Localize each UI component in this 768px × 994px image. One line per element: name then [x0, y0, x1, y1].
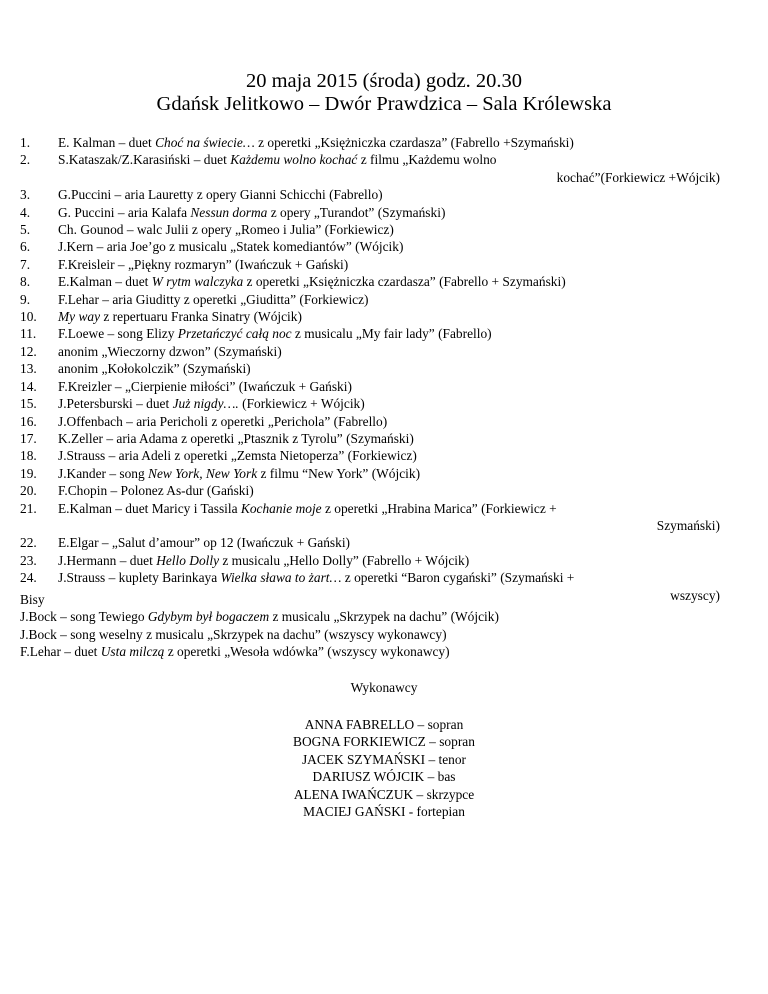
program-item-number: 11.	[20, 326, 37, 342]
text-segment: G.Puccini – aria Lauretty z opery Gianni Schicchi (Fabrello)	[58, 187, 383, 203]
work-title-italic: Wielka sława to żart…	[220, 570, 342, 586]
performers-title: Wykonawcy	[350, 680, 418, 695]
text-segment: J.Bock – song Tewiego	[20, 609, 148, 625]
program-item	[20, 221, 720, 238]
work-title-italic: W rytm walczyka	[151, 274, 244, 290]
text-segment: z musicalu „Hello Dolly” (Fabrello + Wójcik)	[219, 552, 470, 568]
text-segment: J.Strauss – kuplety Barinkaya	[58, 570, 221, 586]
program-item	[20, 447, 720, 464]
work-title-italic: New York, New York	[148, 465, 258, 481]
work-title-italic: My way	[58, 309, 101, 325]
program-item	[20, 395, 720, 412]
program-list	[20, 134, 720, 604]
text-segment: z musicalu „My fair lady” (Fabrello)	[291, 326, 492, 342]
text-segment: z repertuaru Franka Sinatry (Wójcik)	[100, 309, 302, 325]
program-item-number: 24.	[20, 570, 37, 586]
text-segment: z operetki “Baron cygański” (Szymański +	[341, 570, 575, 586]
text-segment: z operetki „Księżniczka czardasza” (Fabrello +Szymański)	[254, 135, 574, 150]
program-item	[20, 534, 720, 551]
work-title-italic: Już nigdy….	[172, 396, 239, 412]
performer-entry: BOGNA FORKIEWICZ – sopran	[293, 734, 475, 750]
encore-item	[20, 608, 720, 625]
program-item	[20, 500, 720, 535]
text-segment: G. Puccini – aria Kalafa	[58, 204, 191, 220]
text-segment: F.Kreisleir – „Piękny rozmaryn” (Iwańczuk + Gański)	[58, 256, 349, 272]
text-segment: (Forkiewicz + Wójcik)	[238, 396, 365, 412]
program-item-number: 21.	[20, 500, 37, 516]
text-segment: F.Loewe – song Elizy	[58, 326, 178, 342]
program-item	[20, 308, 720, 325]
text-segment: J.Strauss – aria Adeli z operetki „Zemsta Nietoperza” (Forkiewicz)	[58, 448, 417, 464]
work-title-italic: Choć na świecie…	[155, 135, 255, 150]
program-item	[20, 291, 720, 308]
program-item-continuation: wszyscy)	[670, 587, 720, 603]
program-item-number: 17.	[20, 430, 37, 446]
program-item-number: 18.	[20, 448, 37, 464]
program-item	[20, 413, 720, 430]
performer-entry: DARIUSZ WÓJCIK – bas	[312, 769, 456, 785]
program-item	[20, 482, 720, 499]
text-segment: F.Kreizler – „Cierpienie miłości” (Iwańczuk + Gański)	[58, 378, 352, 394]
program-item-continuation: kochać”(Forkiewicz +Wójcik)	[556, 169, 720, 185]
performer-entry: ALENA IWAŃCZUK – skrzypce	[293, 786, 475, 802]
program-item	[20, 204, 720, 221]
program-item-number: 10.	[20, 309, 37, 325]
text-segment: z operetki „Hrabina Marica” (Forkiewicz +	[321, 500, 557, 516]
program-item	[20, 552, 720, 569]
program-item	[20, 186, 720, 203]
text-segment: z filmu “New York” (Wójcik)	[257, 465, 421, 481]
text-segment: J.Bock – song weselny z musicalu „Skrzypek na dachu” (wszyscy wykonawcy)	[20, 626, 447, 642]
program-item-number: 14.	[20, 378, 37, 394]
program-item-number: 15.	[20, 396, 37, 412]
program-item-number: 7.	[20, 256, 31, 272]
text-segment: z opery „Turandot” (Szymański)	[267, 204, 446, 220]
program-item-number: 2.	[20, 152, 31, 168]
work-title-italic: Usta milczą	[100, 644, 165, 660]
performer-entry: JACEK SZYMAŃSKI – tenor	[301, 751, 467, 767]
work-title-italic: Każdemu wolno kochać	[230, 152, 358, 168]
work-title-italic: Gdybym był bogaczem	[147, 609, 270, 625]
text-segment: S.Kataszak/Z.Karasiński – duet	[58, 152, 231, 168]
concert-venue-title: Gdańsk Jelitkowo – Dwór Prawdzica – Sala Królewska	[156, 93, 612, 115]
encores-section	[20, 591, 720, 661]
text-segment: E.Elgar – „Salut d’amour” op 12 (Iwańczuk + Gański)	[58, 535, 351, 551]
text-segment: J.Petersburski – duet	[58, 396, 173, 412]
performer-entry: MACIEJ GAŃSKI - fortepian	[303, 804, 465, 820]
work-title-italic: Przetańczyć całą noc	[177, 326, 292, 342]
text-segment: Ch. Gounod – walc Julii z opery „Romeo i Julia” (Forkiewicz)	[58, 222, 394, 238]
program-item-number: 20.	[20, 483, 37, 499]
performer-entry: ANNA FABRELLO – sopran	[304, 717, 464, 732]
work-title-italic: Kochanie moje	[240, 500, 322, 516]
text-segment: J.Kander – song	[58, 465, 149, 481]
text-segment: K.Zeller – aria Adama z operetki „Ptasznik z Tyrolu” (Szymański)	[58, 430, 414, 446]
text-segment: J.Kern – aria Joe’go z musicalu „Statek komediantów” (Wójcik)	[58, 239, 404, 255]
text-segment: anonim „Wieczorny dzwon” (Szymański)	[58, 343, 282, 359]
program-item-number: 3.	[20, 187, 31, 203]
program-item	[20, 256, 720, 273]
text-segment: E. Kalman – duet	[58, 135, 156, 150]
program-item-number: 6.	[20, 239, 31, 255]
program-item	[20, 465, 720, 482]
program-item	[20, 134, 720, 151]
text-segment: J.Offenbach – aria Pericholi z operetki „Perichola” (Fabrello)	[58, 413, 388, 429]
work-title-italic: Hello Dolly	[156, 552, 220, 568]
text-segment: z filmu „Każdemu wolno	[357, 152, 497, 168]
encores-title: Bisy	[20, 592, 45, 607]
text-segment: F.Chopin – Polonez As-dur (Gański)	[58, 483, 254, 499]
program-item-number: 12.	[20, 343, 37, 359]
program-item-number: 1.	[20, 135, 31, 150]
program-item-number: 8.	[20, 274, 31, 290]
program-item	[20, 325, 720, 342]
program-item	[20, 238, 720, 255]
program-item-number: 23.	[20, 552, 37, 568]
program-item	[20, 378, 720, 395]
program-item-number: 13.	[20, 361, 37, 377]
program-item-number: 16.	[20, 413, 37, 429]
concert-date-title: 20 maja 2015 (środa) godz. 20.30	[245, 70, 523, 92]
program-item	[20, 430, 720, 447]
encore-item	[20, 626, 720, 643]
performers-list	[0, 716, 768, 820]
text-segment: F.Lehar – aria Giuditty z operetki „Giuditta” (Forkiewicz)	[58, 291, 369, 307]
text-segment: E.Kalman – duet Maricy i Tassila	[58, 500, 241, 516]
text-segment: J.Hermann – duet	[58, 552, 157, 568]
program-item	[20, 360, 720, 377]
text-segment: z musicalu „Skrzypek na dachu” (Wójcik)	[269, 609, 499, 625]
encore-item	[20, 643, 720, 660]
program-item	[20, 273, 720, 290]
program-item	[20, 343, 720, 360]
text-segment: z operetki „Księżniczka czardasza” (Fabrello + Szymański)	[243, 274, 566, 290]
program-item-continuation: Szymański)	[656, 517, 720, 533]
program-item-number: 9.	[20, 291, 31, 307]
text-segment: anonim „Kołokolczik” (Szymański)	[58, 361, 251, 377]
text-segment: F.Lehar – duet	[20, 644, 101, 660]
program-item	[20, 151, 720, 186]
work-title-italic: Nessun dorma	[190, 204, 268, 220]
program-item-number: 22.	[20, 535, 37, 551]
program-item-number: 4.	[20, 204, 31, 220]
program-item-number: 5.	[20, 222, 31, 238]
text-segment: E.Kalman – duet	[58, 274, 152, 290]
program-item-number: 19.	[20, 465, 37, 481]
text-segment: z operetki „Wesoła wdówka” (wszyscy wykonawcy)	[164, 644, 450, 660]
